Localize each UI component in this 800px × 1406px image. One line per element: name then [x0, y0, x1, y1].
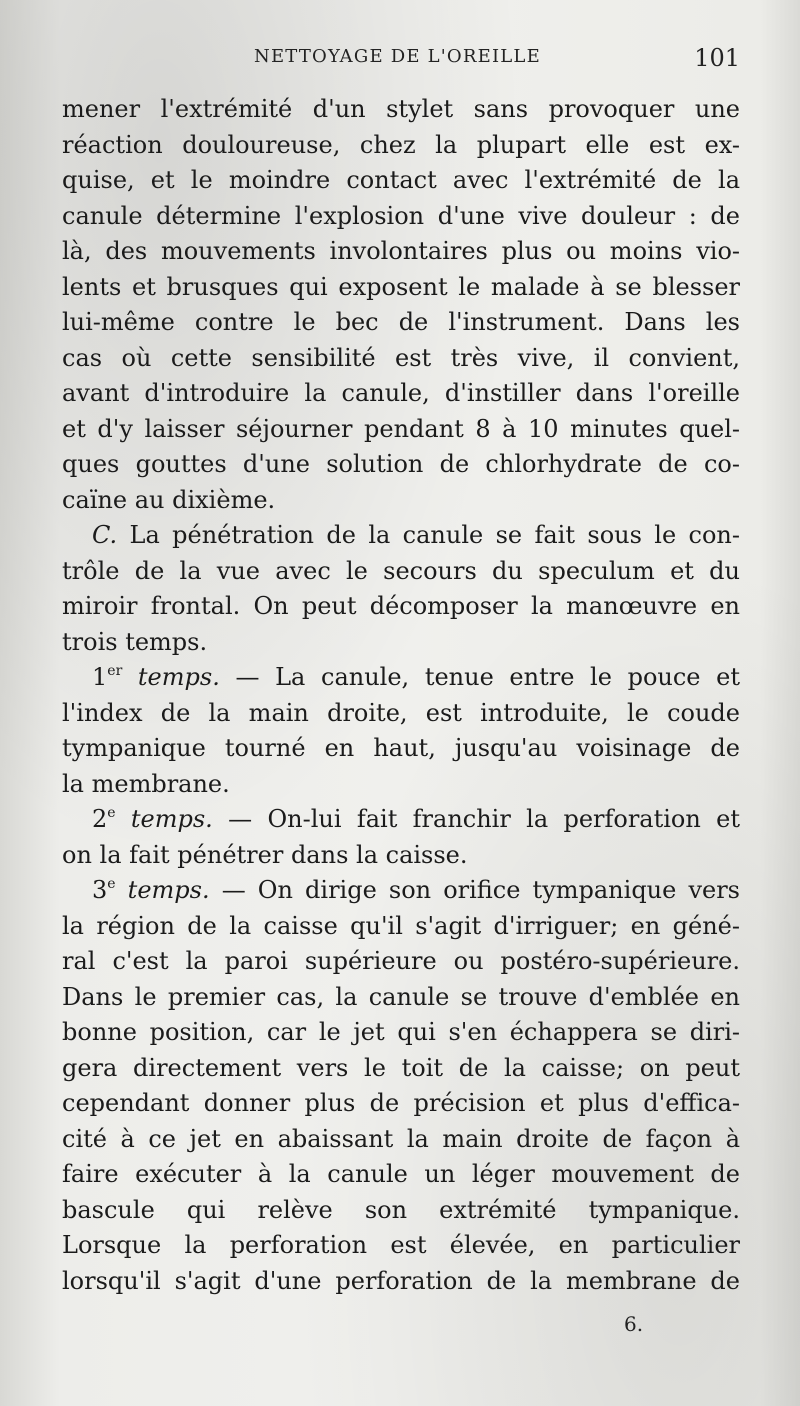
text-line: trôle de la vue avec le secours du speculum et du [62, 556, 740, 585]
text-line: la région de la caisse qu'il s'agit d'irriguer; en géné- [62, 911, 740, 940]
text-line: avant d'introduire la canule, d'instiller dans l'oreille [62, 379, 740, 407]
text-line: la membrane. [62, 769, 230, 798]
step-ordinal: er [107, 663, 123, 679]
step-3-first-line [62, 873, 740, 909]
text-line: tympanique tourné en haut, jusqu'au voisinage de [62, 734, 740, 762]
step-ordinal: e [107, 805, 116, 821]
step-heading: temps. [115, 805, 213, 833]
running-head [62, 46, 740, 76]
text-line: bascule qui relève son extrémité tympanique. [62, 1195, 740, 1224]
step-ordinal: e [107, 876, 116, 892]
text-line: canule détermine l'explosion d'une vive douleur : de [62, 201, 740, 230]
text-line: Dans le premier cas, la canule se trouve d'emblée en [62, 982, 740, 1011]
step-heading: temps. [122, 663, 220, 691]
step-1-first-line [62, 660, 740, 696]
text-line: bonne position, car le jet qui s'en échappera se diri- [62, 1018, 740, 1046]
paragraph-c-first-line [62, 518, 740, 554]
text-line: cependant donner plus de précision et plus d'effica- [62, 1089, 740, 1117]
text-line: là, des mouvements involontaires plus ou moins vio- [62, 237, 740, 265]
text-line: et d'y laisser séjourner pendant 8 à 10 minutes quel- [62, 414, 740, 443]
step-number: 3 [92, 876, 108, 904]
running-title: NETTOYAGE DE L'OREILLE [254, 46, 541, 67]
page-number: 101 [694, 44, 740, 72]
text-line: on la fait pénétrer dans la caisse. [62, 840, 468, 869]
text-line: cité à ce jet en abaissant la main droite de façon à [62, 1124, 740, 1153]
text-line: miroir frontal. On peut décomposer la manœuvre en [62, 592, 740, 620]
text-line: mener l'extrémité d'un stylet sans provoquer une [62, 95, 740, 123]
text-line: ques gouttes d'une solution de chlorhydrate de co- [62, 450, 740, 478]
text-line: trois temps. [62, 627, 208, 656]
text-span: — On-lui fait franchir la perforation et [212, 805, 740, 833]
step-2-first-line [62, 802, 740, 838]
section-marker: C. [92, 521, 118, 549]
body-text [62, 92, 740, 1299]
text-line: réaction douloureuse, chez la plupart elle est ex- [62, 130, 740, 159]
text-line: l'index de la main droite, est introduite, le coude [62, 698, 740, 727]
text-line: lorsqu'il s'agit d'une perforation de la membrane de [62, 1266, 740, 1295]
text-line: Lorsque la perforation est élevée, en particulier [62, 1231, 740, 1259]
text-line: cas où cette sensibilité est très vive, il convient, [62, 343, 740, 372]
step-number: 2 [92, 805, 108, 833]
text-line: gera directement vers le toit de la caisse; on peut [62, 1053, 740, 1082]
text-span: La pénétration de la canule se fait sous le con- [117, 521, 740, 549]
signature-mark: 6. [624, 1312, 644, 1336]
step-number: 1 [92, 663, 108, 691]
text-line: lui-même contre le bec de l'instrument. Dans les [62, 308, 740, 336]
step-heading: temps. [115, 876, 210, 904]
text-line: caïne au dixième. [62, 485, 276, 514]
text-span: — La canule, tenue entre le pouce et [219, 663, 740, 691]
text-line: faire exécuter à la canule un léger mouvement de [62, 1160, 740, 1188]
text-line: lents et brusques qui exposent le malade à se blesser [62, 272, 740, 301]
text-span: — On dirige son orifice tympanique vers [209, 876, 740, 904]
text-line: quise, et le moindre contact avec l'extrémité de la [62, 166, 740, 194]
text-line: ral c'est la paroi supérieure ou postéro-supérieure. [62, 947, 740, 975]
